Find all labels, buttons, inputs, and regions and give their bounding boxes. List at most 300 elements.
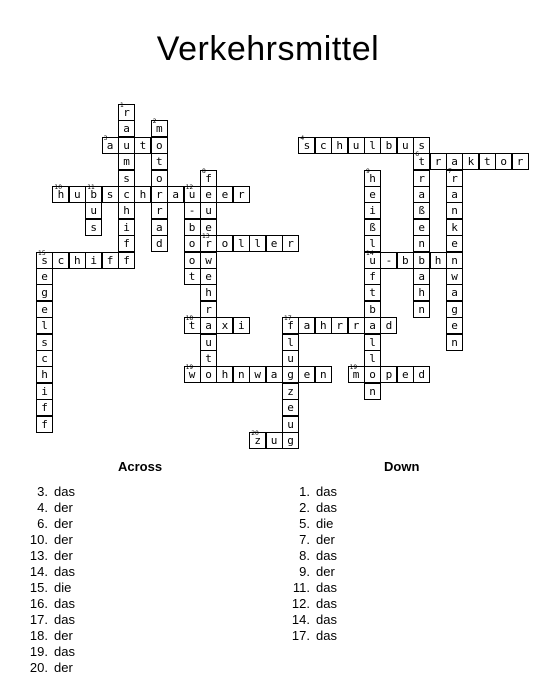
cell-letter: l xyxy=(369,138,376,152)
across-clue-number: 3. xyxy=(37,484,48,499)
cell-number: 13 xyxy=(202,233,210,241)
cell-letter: n xyxy=(451,253,458,267)
across-clue-text: das xyxy=(54,564,75,579)
grid-cell[interactable] xyxy=(364,167,381,187)
grid-cell[interactable] xyxy=(364,137,381,154)
cell-letter: a xyxy=(123,122,130,136)
grid-cell[interactable] xyxy=(380,137,397,154)
grid-cell[interactable] xyxy=(446,235,463,252)
grid-cell[interactable] xyxy=(413,153,430,170)
cell-number: 17 xyxy=(284,315,292,323)
cell-letter: w xyxy=(188,368,196,382)
cell-letter: h xyxy=(319,319,327,333)
grid-cell[interactable] xyxy=(282,235,299,252)
grid-cell[interactable] xyxy=(331,137,348,154)
across-clue-number: 18. xyxy=(29,628,48,643)
cell-letter: m xyxy=(155,122,163,136)
cell-letter: e xyxy=(303,368,311,382)
cell-letter: n xyxy=(319,368,327,382)
cell-letter: a xyxy=(369,319,376,333)
cell-letter: l xyxy=(369,335,376,349)
down-clue-number: 9. xyxy=(299,564,310,579)
grid-cell[interactable] xyxy=(52,252,69,269)
down-clue xyxy=(282,548,337,564)
cell-letter: c xyxy=(123,188,130,201)
cell-letter: a xyxy=(451,155,458,169)
grid-cell[interactable] xyxy=(52,186,69,203)
grid-cell[interactable] xyxy=(282,383,299,400)
grid-cell[interactable] xyxy=(495,153,512,170)
grid-cell[interactable] xyxy=(85,219,102,236)
grid-cell[interactable] xyxy=(118,252,135,269)
cell-letter: t xyxy=(188,319,196,333)
cell-letter: g xyxy=(287,434,294,447)
across-clue xyxy=(20,532,75,548)
grid-cell[interactable] xyxy=(184,186,201,203)
down-clue-text: das xyxy=(316,580,337,595)
grid-cell[interactable] xyxy=(184,366,201,383)
cell-letter: e xyxy=(418,220,425,234)
across-heading: Across xyxy=(118,459,163,474)
cell-letter: f xyxy=(287,319,294,333)
grid-cell[interactable] xyxy=(118,186,135,203)
cell-letter: o xyxy=(188,253,196,267)
cell-number: 10 xyxy=(54,184,63,191)
grid-cell[interactable] xyxy=(364,366,381,383)
grid-cell[interactable] xyxy=(413,301,430,318)
cell-letter: k xyxy=(467,155,475,169)
grid-cell[interactable] xyxy=(36,383,53,400)
grid-cell[interactable] xyxy=(69,252,86,269)
cell-letter: a xyxy=(155,220,163,234)
grid-cell[interactable] xyxy=(85,186,102,203)
cell-letter: r xyxy=(287,237,294,251)
grid-cell[interactable] xyxy=(266,366,283,383)
grid-cell[interactable] xyxy=(397,137,414,154)
grid-cell[interactable] xyxy=(200,186,217,203)
grid-cell[interactable] xyxy=(282,350,299,367)
cell-number: 4 xyxy=(300,134,305,142)
cell-letter: u xyxy=(287,352,294,365)
grid-cell[interactable] xyxy=(380,366,397,383)
grid-cell[interactable] xyxy=(36,416,53,433)
across-clue xyxy=(20,644,75,660)
grid-cell[interactable] xyxy=(36,350,53,367)
grid-cell[interactable] xyxy=(118,153,135,170)
grid-cell[interactable] xyxy=(430,153,447,170)
grid-cell[interactable] xyxy=(200,317,217,334)
grid-cell[interactable] xyxy=(413,366,430,383)
cell-letter: z xyxy=(254,434,261,447)
across-clue-text: das xyxy=(54,612,75,627)
down-clue-text: das xyxy=(316,484,337,499)
grid-cell[interactable] xyxy=(446,334,463,351)
cell-letter: a xyxy=(418,270,425,283)
grid-cell[interactable] xyxy=(200,268,217,285)
cell-letter: b xyxy=(385,138,393,152)
cell-letter: r xyxy=(418,171,425,185)
cell-number: 14 xyxy=(366,249,374,257)
across-clue-number: 15. xyxy=(29,580,48,595)
grid-cell[interactable] xyxy=(413,235,430,252)
grid-cell[interactable] xyxy=(184,202,201,219)
grid-cell[interactable] xyxy=(134,137,151,154)
grid-cell[interactable] xyxy=(446,202,463,219)
across-clue-text: das xyxy=(54,644,75,659)
grid-cell[interactable] xyxy=(184,252,201,269)
grid-cell[interactable] xyxy=(184,317,201,334)
grid-cell[interactable] xyxy=(413,252,430,269)
cell-letter: ß xyxy=(418,204,425,218)
cell-letter: o xyxy=(205,368,212,382)
grid-cell[interactable] xyxy=(36,301,53,318)
down-clue-list xyxy=(282,484,337,644)
cell-letter: p xyxy=(385,368,393,382)
grid-cell[interactable] xyxy=(446,186,463,203)
grid-cell[interactable] xyxy=(151,186,168,203)
grid-cell[interactable] xyxy=(118,202,135,219)
cell-number: 19 xyxy=(349,364,358,372)
down-clue-number: 12. xyxy=(291,596,310,611)
cell-letter: - xyxy=(188,204,196,218)
grid-cell[interactable] xyxy=(331,317,348,334)
cell-letter: h xyxy=(418,286,425,300)
down-clue-text: der xyxy=(316,532,335,547)
grid-cell[interactable] xyxy=(216,366,233,383)
grid-cell[interactable] xyxy=(364,268,381,285)
across-clue xyxy=(20,596,75,612)
grid-cell[interactable] xyxy=(413,219,430,236)
cell-letter: o xyxy=(188,237,196,251)
cell-letter: d xyxy=(385,319,393,333)
grid-cell[interactable] xyxy=(216,235,233,252)
grid-cell[interactable] xyxy=(200,235,217,252)
cell-letter: s xyxy=(41,335,48,349)
grid-cell[interactable] xyxy=(118,104,135,121)
grid-cell[interactable] xyxy=(233,186,250,203)
down-clue-text: die xyxy=(316,516,334,531)
cell-letter: l xyxy=(287,335,294,349)
grid-cell[interactable] xyxy=(249,366,266,383)
cell-letter: e xyxy=(451,237,458,251)
grid-cell[interactable] xyxy=(36,284,53,301)
grid-cell[interactable] xyxy=(200,301,217,318)
cell-letter: b xyxy=(90,188,97,201)
grid-cell[interactable] xyxy=(462,153,479,170)
cell-letter: e xyxy=(369,188,376,201)
cell-letter: h xyxy=(336,138,343,152)
grid-cell[interactable] xyxy=(36,249,53,269)
cell-letter: e xyxy=(205,270,212,283)
cell-letter: r xyxy=(123,106,130,119)
cell-number: 15 xyxy=(38,249,46,257)
grid-cell[interactable] xyxy=(151,153,168,170)
grid-cell[interactable] xyxy=(200,366,217,383)
down-clue-number: 1. xyxy=(299,484,310,499)
grid-cell[interactable] xyxy=(413,268,430,285)
grid-cell[interactable] xyxy=(364,219,381,236)
grid-cell[interactable] xyxy=(479,153,496,170)
grid-cell[interactable] xyxy=(348,137,365,154)
grid-cell[interactable] xyxy=(85,252,102,269)
cell-letter: e xyxy=(451,319,458,333)
cell-letter: a xyxy=(451,188,458,201)
cell-letter: l xyxy=(41,319,48,333)
down-clue-text: das xyxy=(316,628,337,643)
grid-cell[interactable] xyxy=(315,137,332,154)
across-clue-text: die xyxy=(54,580,72,595)
across-clue-text: der xyxy=(54,532,73,547)
cell-letter: e xyxy=(205,220,212,234)
grid-cell[interactable] xyxy=(430,252,447,269)
grid-cell[interactable] xyxy=(413,284,430,301)
grid-cell[interactable] xyxy=(446,301,463,318)
cell-letter: a xyxy=(106,138,114,152)
grid-cell[interactable] xyxy=(102,252,119,269)
grid-cell[interactable] xyxy=(282,432,299,449)
grid-cell[interactable] xyxy=(233,235,250,252)
cell-letter: e xyxy=(287,401,294,415)
cell-letter: s xyxy=(303,138,311,152)
grid-cell[interactable] xyxy=(282,399,299,416)
grid-cell[interactable] xyxy=(446,317,463,334)
cell-letter: f xyxy=(123,237,130,251)
grid-cell[interactable] xyxy=(364,284,381,301)
grid-cell[interactable] xyxy=(446,284,463,301)
grid-cell[interactable] xyxy=(216,186,233,203)
cell-letter: s xyxy=(41,253,48,267)
grid-cell[interactable] xyxy=(413,170,430,187)
cell-letter: c xyxy=(319,138,327,152)
grid-cell[interactable] xyxy=(69,186,86,203)
cell-letter: h xyxy=(123,204,130,218)
cell-letter: r xyxy=(205,302,212,316)
cell-letter: m xyxy=(352,368,360,382)
grid-cell[interactable] xyxy=(266,235,283,252)
grid-cell[interactable] xyxy=(184,235,201,252)
down-clue-text: der xyxy=(316,564,335,579)
across-clue xyxy=(20,500,75,516)
grid-cell[interactable] xyxy=(364,249,381,269)
cell-letter: n xyxy=(237,368,245,382)
grid-cell[interactable] xyxy=(446,167,463,187)
grid-cell[interactable] xyxy=(364,186,381,203)
grid-cell[interactable] xyxy=(102,134,119,154)
cell-letter: w xyxy=(205,253,212,267)
cell-letter: s xyxy=(106,188,114,201)
cell-letter: h xyxy=(221,368,229,382)
cell-letter: e xyxy=(401,368,409,382)
grid-cell[interactable] xyxy=(151,202,168,219)
grid-cell[interactable] xyxy=(36,334,53,351)
cell-letter: f xyxy=(369,270,376,283)
grid-cell[interactable] xyxy=(446,252,463,269)
cell-letter: u xyxy=(401,138,409,152)
grid-cell[interactable] xyxy=(282,366,299,383)
cell-letter: t xyxy=(139,138,147,152)
cell-number: 9 xyxy=(366,167,370,175)
cell-letter: o xyxy=(155,138,163,152)
cell-letter: r xyxy=(205,237,212,251)
cell-letter: n xyxy=(418,237,425,251)
grid-cell[interactable] xyxy=(184,268,201,285)
cell-letter: s xyxy=(418,138,425,152)
cell-letter: u xyxy=(287,417,294,431)
grid-cell[interactable] xyxy=(298,134,315,154)
across-clue xyxy=(20,564,75,580)
grid-cell[interactable] xyxy=(151,170,168,187)
grid-cell[interactable] xyxy=(118,170,135,187)
grid-cell[interactable] xyxy=(233,366,250,383)
grid-cell[interactable] xyxy=(364,383,381,400)
grid-cell[interactable] xyxy=(36,366,53,383)
cell-number: 20 xyxy=(251,430,259,437)
cell-letter: t xyxy=(155,155,163,169)
grid-cell[interactable] xyxy=(413,202,430,219)
grid-cell[interactable] xyxy=(249,432,266,449)
grid-cell[interactable] xyxy=(364,334,381,351)
down-clue xyxy=(282,628,337,644)
cell-letter: u xyxy=(73,188,81,201)
cell-letter: i xyxy=(237,319,245,333)
cell-number: 18 xyxy=(185,315,194,323)
grid-cell[interactable] xyxy=(200,252,217,269)
grid-cell[interactable] xyxy=(134,186,151,203)
cell-letter: h xyxy=(205,286,212,300)
grid-cell[interactable] xyxy=(36,268,53,285)
cell-letter: a xyxy=(303,319,311,333)
grid-cell[interactable] xyxy=(315,317,332,334)
grid-cell[interactable] xyxy=(118,120,135,137)
grid-cell[interactable] xyxy=(380,317,397,334)
across-clue xyxy=(20,612,75,628)
cell-letter: f xyxy=(41,417,48,431)
cell-number: 3 xyxy=(103,134,108,142)
cell-letter: f xyxy=(205,171,212,185)
cell-letter: a xyxy=(205,319,212,333)
grid-cell[interactable] xyxy=(282,317,299,334)
grid-cell[interactable] xyxy=(397,252,414,269)
grid-cell[interactable] xyxy=(266,432,283,449)
cell-letter: h xyxy=(369,171,376,185)
grid-cell[interactable] xyxy=(249,235,266,252)
grid-cell[interactable] xyxy=(512,153,529,170)
across-clue-text: der xyxy=(54,500,73,515)
grid-cell[interactable] xyxy=(282,416,299,433)
grid-cell[interactable] xyxy=(200,350,217,367)
down-clue-text: das xyxy=(316,612,337,627)
cell-letter: n xyxy=(418,302,425,316)
cell-number: 8 xyxy=(202,167,206,175)
cell-letter: n xyxy=(451,204,458,218)
grid-cell[interactable] xyxy=(151,219,168,236)
grid-cell[interactable] xyxy=(348,366,365,383)
grid-cell[interactable] xyxy=(102,186,119,203)
grid-cell[interactable] xyxy=(200,334,217,351)
grid-cell[interactable] xyxy=(36,317,53,334)
cell-letter: b xyxy=(369,302,376,316)
cell-letter: i xyxy=(369,204,376,218)
grid-cell[interactable] xyxy=(184,219,201,236)
cell-letter: e xyxy=(41,302,48,316)
grid-cell[interactable] xyxy=(200,167,217,187)
cell-number: 12 xyxy=(185,184,194,191)
across-clue-number: 20. xyxy=(29,660,48,675)
grid-cell[interactable] xyxy=(282,334,299,351)
cell-number: 6 xyxy=(415,151,420,159)
grid-cell[interactable] xyxy=(364,202,381,219)
across-clue xyxy=(20,628,75,644)
grid-cell[interactable] xyxy=(118,219,135,236)
cell-letter: e xyxy=(221,188,229,201)
across-clue-number: 4. xyxy=(37,500,48,515)
cell-letter: r xyxy=(434,155,442,169)
across-clue-text: der xyxy=(54,660,73,675)
cell-number: 2 xyxy=(152,118,157,126)
grid-cell[interactable] xyxy=(298,317,315,334)
cell-letter: i xyxy=(41,384,48,398)
cell-letter: a xyxy=(172,188,179,201)
grid-cell[interactable] xyxy=(364,317,381,334)
cell-letter: i xyxy=(123,220,130,234)
grid-cell[interactable] xyxy=(151,120,168,137)
grid-cell[interactable] xyxy=(151,137,168,154)
cell-letter: t xyxy=(205,352,212,365)
across-clue-text: das xyxy=(54,484,75,499)
cell-letter: h xyxy=(57,188,65,201)
grid-cell[interactable] xyxy=(200,202,217,219)
grid-cell[interactable] xyxy=(233,317,250,334)
grid-cell[interactable] xyxy=(397,366,414,383)
cell-letter: n xyxy=(369,384,376,398)
across-clue xyxy=(20,484,75,500)
grid-cell[interactable] xyxy=(315,366,332,383)
grid-cell[interactable] xyxy=(380,252,397,269)
grid-cell[interactable] xyxy=(413,186,430,203)
grid-cell[interactable] xyxy=(118,137,135,154)
grid-cell[interactable] xyxy=(348,317,365,334)
grid-cell[interactable] xyxy=(216,317,233,334)
cell-letter: f xyxy=(123,253,130,267)
grid-cell[interactable] xyxy=(446,268,463,285)
cell-letter: u xyxy=(90,204,97,218)
grid-cell[interactable] xyxy=(85,202,102,219)
cell-letter: u xyxy=(352,138,360,152)
grid-cell[interactable] xyxy=(364,301,381,318)
cell-letter: r xyxy=(352,319,360,333)
grid-cell[interactable] xyxy=(200,284,217,301)
grid-cell[interactable] xyxy=(151,235,168,252)
across-clue-list xyxy=(20,484,75,676)
cell-letter: g xyxy=(451,302,458,316)
grid-cell[interactable] xyxy=(298,366,315,383)
grid-cell[interactable] xyxy=(364,350,381,367)
across-clue-text: der xyxy=(54,628,73,643)
cell-number: 7 xyxy=(448,167,452,175)
cell-letter: k xyxy=(451,220,458,234)
cell-letter: d xyxy=(155,237,163,251)
down-clue xyxy=(282,564,337,580)
grid-cell[interactable] xyxy=(167,186,184,203)
across-clue xyxy=(20,548,75,564)
down-clue xyxy=(282,500,337,516)
cell-letter: h xyxy=(41,368,48,382)
grid-cell[interactable] xyxy=(446,219,463,236)
cell-letter: r xyxy=(237,188,245,201)
grid-cell[interactable] xyxy=(36,399,53,416)
grid-cell[interactable] xyxy=(118,235,135,252)
cell-letter: n xyxy=(451,335,458,349)
